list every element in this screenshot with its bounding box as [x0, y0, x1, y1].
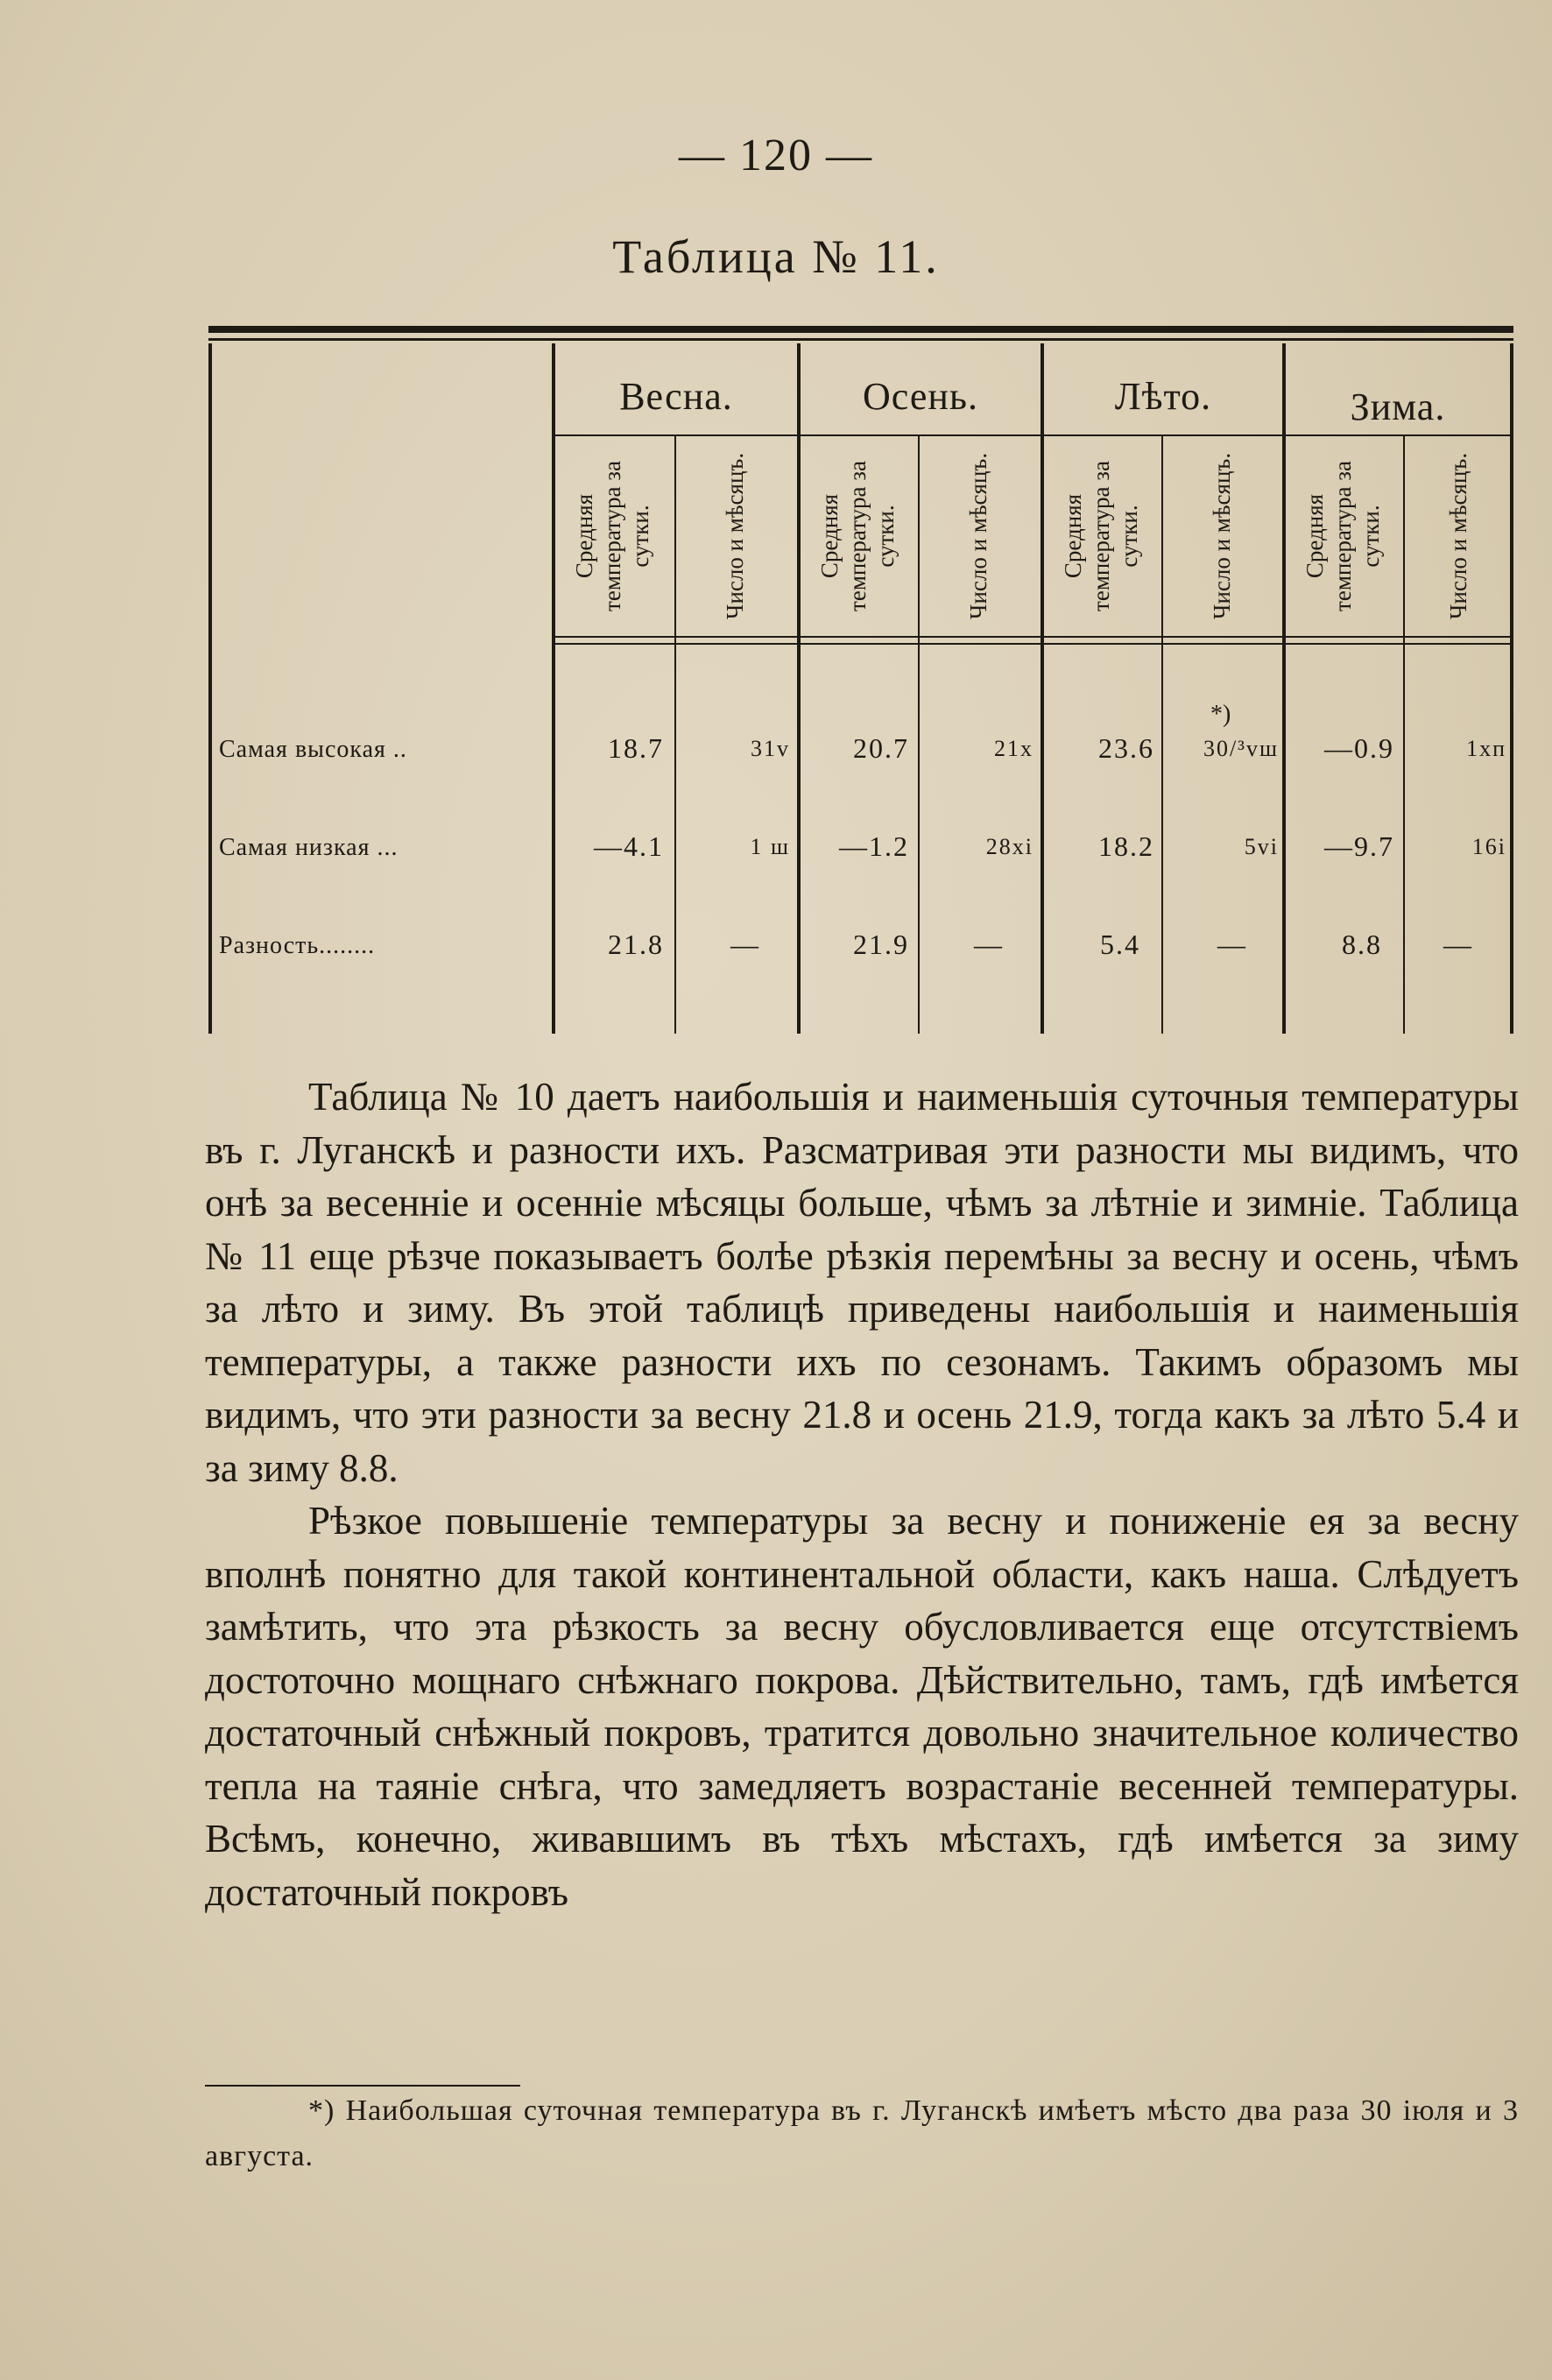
body-text [205, 1070, 1519, 1918]
table-cell: 18.7 [608, 732, 664, 764]
subheader-temp: Средняя температура за сутки. [571, 461, 653, 611]
table-cell: 20.7 [853, 732, 909, 764]
table-cell: —1.2 [839, 830, 909, 862]
table-cell: 28xi [985, 834, 1033, 859]
table-title: Таблица № 11. [612, 230, 940, 283]
table-cell: — [974, 929, 1004, 960]
data-table [208, 326, 1513, 1034]
subheader-date: Число и мѣсяцъ. [1445, 452, 1471, 620]
table-cell: 21.8 [608, 929, 664, 960]
subheader-date: Число и мѣсяцъ. [965, 452, 991, 620]
footnote [205, 2088, 1519, 2179]
table-subcolumn-divider [918, 436, 920, 1034]
table-cell: 5vi [1244, 834, 1279, 859]
row-label-difference: Разность........ [219, 932, 376, 959]
table-footnote-mark: *) [1210, 701, 1231, 728]
table-cell: — [730, 929, 760, 960]
subheader-temp: Средняя температура за сутки. [1302, 461, 1384, 611]
table-cell: 16i [1471, 834, 1506, 859]
row-label-lowest: Самая низкая ... [219, 834, 399, 861]
paragraph: Рѣзкое повышеніе температуры за весну и пониженіе ея за весну вполнѣ понятно для такой континентальной области, какъ наша. Слѣдуетъ замѣтить, что эта рѣзкость за весну обусловливается еще отсутствіемъ достоточно мощнаго снѣжнаго покрова. Дѣйствительно, тамъ, гдѣ имѣется достаточный снѣжный покровъ, тратится довольно значительное количество тепла на таяніе снѣга, что замедляетъ возрастаніе весенней температуры. Всѣмъ, конечно, живавшимъ въ тѣхъ мѣстахъ, гдѣ имѣется за зиму достаточный покровъ [205, 1499, 1519, 1914]
table-top-rule [208, 326, 1513, 333]
paragraph: Таблица № 10 даетъ наибольшія и наименьшія суточныя температуры въ г. Луганскѣ и разности ихъ. Разсматривая эти разности мы видимъ, что онѣ за весенніе и осенніе мѣсяцы больше, чѣмъ за лѣтніе и зимніе. Таблица № 11 еще рѣзче показываетъ болѣе рѣзкія перемѣны за весну и осень, чѣмъ за лѣто и зиму. Въ этой таблицѣ приведены наибольшія и наименьшія температуры, а также разности ихъ по сезонамъ. Такимъ образомъ мы видимъ, что эти разности за весну 21.8 и осень 21.9, тогда какъ за лѣто 5.4 и за зиму 8.8. [205, 1075, 1519, 1490]
season-autumn: Осень. [863, 374, 978, 418]
table-subcolumn-divider [1403, 436, 1405, 1034]
subheader-date: Число и мѣсяцъ. [722, 452, 748, 620]
table-cell: —4.1 [594, 830, 664, 862]
table-cell: — [1443, 929, 1473, 960]
table-cell: 18.2 [1098, 830, 1154, 862]
table-cell: —0.9 [1324, 732, 1394, 764]
season-winter: Зима. [1350, 385, 1446, 428]
table-cell: —9.7 [1324, 830, 1394, 862]
season-spring: Весна. [619, 374, 733, 418]
subheader-temp: Средняя температура за сутки. [1060, 461, 1142, 611]
table-cell: 5.4 [1100, 929, 1140, 960]
table-cell: 21.9 [853, 929, 909, 960]
table-cell: 23.6 [1098, 732, 1154, 764]
table-border-left [208, 343, 212, 1034]
table-cell: 1xп [1466, 736, 1506, 761]
table-cell: 31v [751, 736, 790, 761]
footnote-rule [205, 2085, 520, 2087]
table-subcolumn-divider [674, 436, 676, 1034]
table-top-rule-thin [208, 338, 1513, 341]
page-number: — 120 — [679, 131, 873, 180]
row-label-highest: Самая высокая .. [219, 736, 407, 763]
table-cell: 30/³vш [1203, 736, 1279, 761]
table-cell: 8.8 [1342, 929, 1382, 960]
subheader-temp: Средняя температура за сутки. [816, 461, 899, 611]
season-summer: Лѣто. [1114, 374, 1212, 418]
subheader-date: Число и мѣсяцъ. [1209, 452, 1235, 620]
footnote-text: *) Наибольшая суточная температура въ г. Луганскѣ имѣетъ мѣсто два раза 30 іюля и 3 августа. [205, 2094, 1519, 2172]
table-cell: 1 ш [750, 834, 790, 859]
table-cell: 21x [994, 736, 1033, 761]
table-cell: — [1217, 929, 1247, 960]
